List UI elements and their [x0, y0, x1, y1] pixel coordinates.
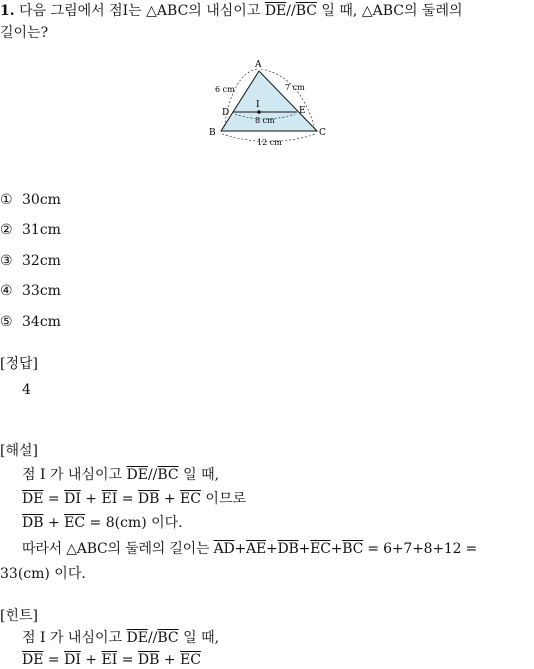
exp-text: 이므로 — [200, 491, 247, 507]
label-ac-length: 7 cm — [285, 83, 305, 92]
choice-4-text: 33cm — [22, 283, 61, 299]
exp-op: + — [330, 541, 343, 557]
explanation-line-3 — [22, 514, 183, 532]
hint-parallel: // — [147, 630, 158, 646]
hint-op: + — [159, 652, 181, 668]
question-text-a: 다음 그림에서 점I는 △ABC의 내심이고 — [14, 3, 265, 19]
exp-seg-ec: $\overline{EC}$ — [180, 491, 201, 507]
hint-text: 일 때, — [178, 630, 220, 646]
exp-seg-db: $\overline{DB}$ — [22, 515, 44, 531]
question-line-1 — [0, 2, 463, 20]
exp-op: + — [265, 541, 278, 557]
exp-seg-di: $\overline{DI}$ — [64, 491, 81, 507]
exp-text: = 8(cm) 이다. — [85, 515, 183, 531]
exp-seg-bc: $\overline{BC}$ — [157, 467, 179, 483]
exp-text: 점 I 가 내심이고 — [22, 467, 127, 483]
exp-parallel: // — [147, 467, 158, 483]
choice-5-text: 34cm — [22, 314, 61, 330]
answer-label: [정답] — [0, 356, 38, 372]
label-b: B — [209, 128, 216, 138]
exp-op: + — [234, 541, 247, 557]
segment-bc: $\overline{BC}$ — [295, 3, 317, 19]
exp-seg-ae: $\overline{AE}$ — [246, 541, 266, 557]
exp-seg-ad: $\overline{AD}$ — [213, 541, 235, 557]
explanation-line-2 — [22, 490, 246, 508]
parallel-sign: // — [286, 3, 296, 19]
choice-5[interactable] — [0, 314, 61, 330]
exp-seg-de: $\overline{DE}$ — [22, 491, 44, 507]
choice-3-marker: ③ — [0, 253, 13, 269]
exp-seg-bc: $\overline{BC}$ — [342, 541, 364, 557]
explanation-line-5: 33(cm) 이다. — [0, 566, 86, 582]
choice-5-marker: ⑤ — [0, 314, 13, 330]
label-e: E — [299, 106, 306, 116]
hint-label: [힌트] — [0, 608, 38, 624]
triangle-figure — [200, 56, 335, 151]
hint-op: = — [43, 652, 65, 668]
label-a: A — [255, 60, 262, 70]
question-text-b: 일 때, △ABC의 둘레의 — [316, 3, 463, 19]
choice-2-text: 31cm — [22, 222, 61, 238]
choice-1-text: 30cm — [22, 192, 61, 208]
exp-text: 일 때, — [178, 467, 220, 483]
hint-line-1 — [22, 629, 219, 647]
segment-de: $\overline{DE}$ — [264, 3, 287, 19]
hint-seg-de: $\overline{DE}$ — [126, 630, 148, 646]
hint-seg-db: $\overline{DB}$ — [137, 652, 160, 668]
hint-op: + — [80, 652, 102, 668]
incenter-point — [257, 110, 261, 114]
exp-text: = 6+7+8+12 = — [363, 541, 478, 557]
question-number: 1. — [0, 3, 15, 19]
choice-1[interactable] — [0, 192, 61, 208]
exp-seg-db: $\overline{DB}$ — [137, 491, 160, 507]
explanation-line-4 — [22, 540, 477, 558]
explanation-line-1 — [22, 466, 219, 484]
exp-op: + — [298, 541, 311, 557]
question-text-line2: 길이는? — [0, 25, 49, 41]
hint-seg-de: $\overline{DE}$ — [22, 652, 44, 668]
exp-seg-ei: $\overline{EI}$ — [101, 491, 118, 507]
hint-text: 점 I 가 내심이고 — [22, 630, 127, 646]
label-bc-length: 12 cm — [257, 138, 282, 147]
choice-4-marker: ④ — [0, 283, 13, 299]
label-ab-length: 6 cm — [215, 85, 235, 94]
choice-4[interactable] — [0, 283, 61, 299]
exp-op: + — [159, 491, 181, 507]
hint-line-2 — [22, 651, 201, 669]
explanation-label: [해설] — [0, 443, 38, 459]
choice-3-text: 32cm — [22, 253, 61, 269]
label-de-length: 8 cm — [255, 116, 275, 125]
exp-op: = — [43, 491, 65, 507]
hint-seg-di: $\overline{DI}$ — [64, 652, 81, 668]
choice-3[interactable] — [0, 253, 61, 269]
exp-op: = — [117, 491, 138, 507]
question-line-2 — [0, 24, 48, 42]
answer-value: 4 — [22, 382, 31, 398]
label-c: C — [319, 128, 326, 138]
choice-2[interactable] — [0, 222, 61, 238]
hint-seg-ec: $\overline{EC}$ — [180, 652, 201, 668]
choice-2-marker: ② — [0, 222, 13, 238]
exp-seg-ec: $\overline{EC}$ — [310, 541, 331, 557]
hint-seg-ei: $\overline{EI}$ — [101, 652, 118, 668]
exp-seg-de: $\overline{DE}$ — [126, 467, 148, 483]
label-d: D — [222, 108, 230, 118]
label-i: I — [256, 100, 260, 110]
exp-op: + — [80, 491, 102, 507]
exp-seg-ec: $\overline{EC}$ — [64, 515, 86, 531]
exp-op: + — [43, 515, 65, 531]
hint-op: = — [117, 652, 138, 668]
exp-text: 따라서 △ABC의 둘레의 길이는 — [22, 541, 214, 557]
hint-seg-bc: $\overline{BC}$ — [157, 630, 179, 646]
exp-seg-db: $\overline{DB}$ — [277, 541, 299, 557]
choice-1-marker: ① — [0, 192, 13, 208]
